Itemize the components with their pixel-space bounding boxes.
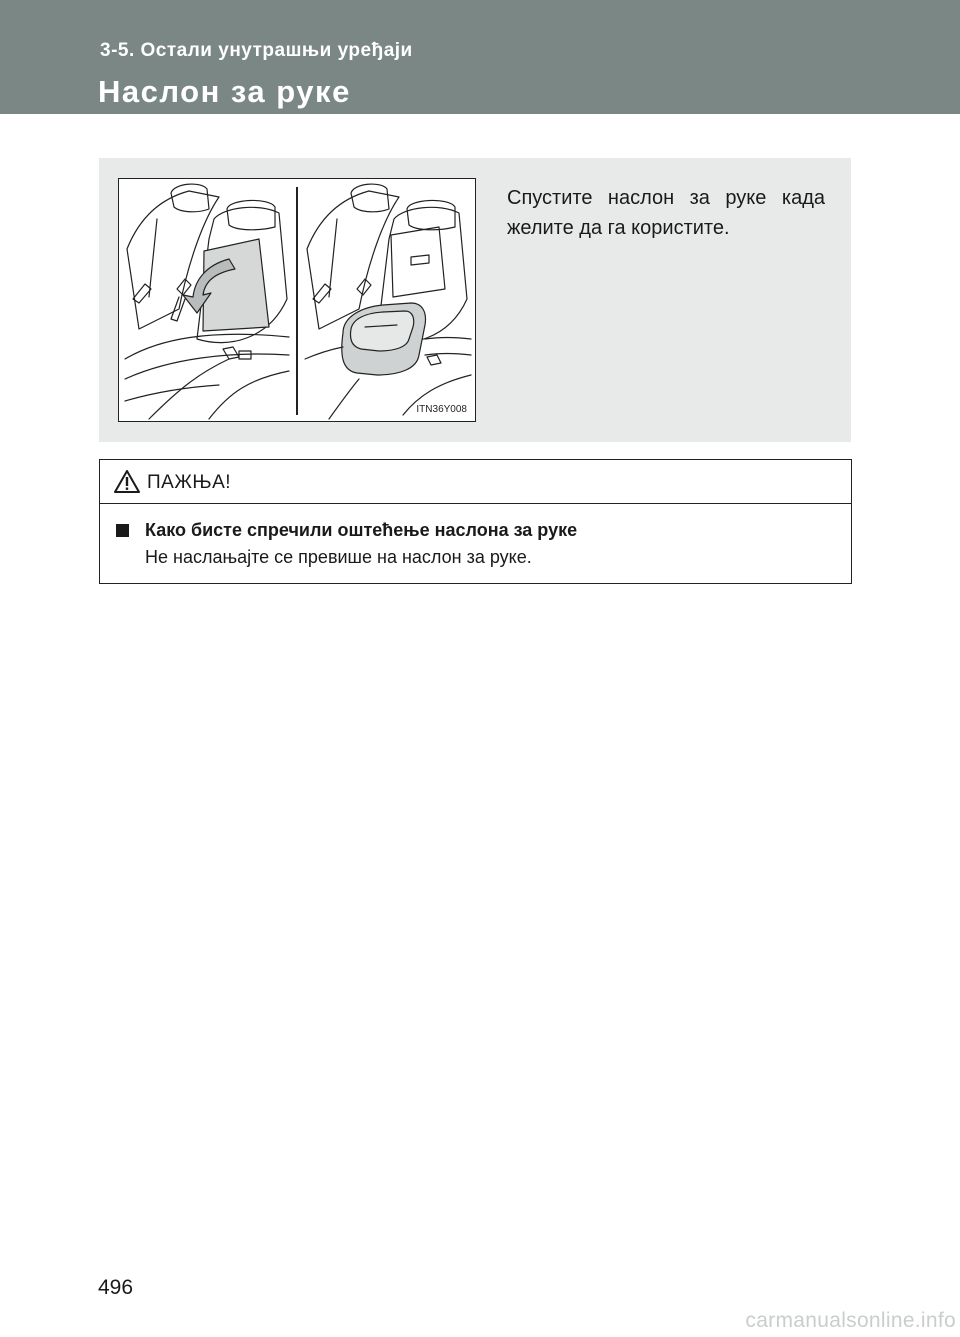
caution-box bbox=[99, 459, 852, 584]
warning-triangle-icon bbox=[113, 469, 141, 494]
section-label: 3-5. Остали унутрашњи уређаји bbox=[100, 40, 413, 61]
page-title: Наслон за руке bbox=[98, 74, 351, 109]
instruction-text: Спустите наслон за руке када желите да га користите. bbox=[507, 187, 825, 239]
caution-title: ПАЖЊА! bbox=[147, 472, 232, 493]
page-number: 496 bbox=[98, 1276, 134, 1299]
figure-code: ITN36Y008 bbox=[416, 404, 467, 415]
armrest-drawing bbox=[119, 179, 475, 421]
caution-header bbox=[100, 460, 851, 504]
header-band bbox=[0, 0, 960, 114]
watermark: carmanualsonline.info bbox=[745, 1309, 956, 1332]
square-bullet-icon bbox=[116, 524, 129, 537]
caution-text: Не наслањајте се превише на наслон за руке. bbox=[145, 547, 532, 567]
caution-heading: Како бисте спречили оштећење наслона за руке bbox=[145, 520, 578, 540]
armrest-illustration bbox=[118, 178, 476, 422]
